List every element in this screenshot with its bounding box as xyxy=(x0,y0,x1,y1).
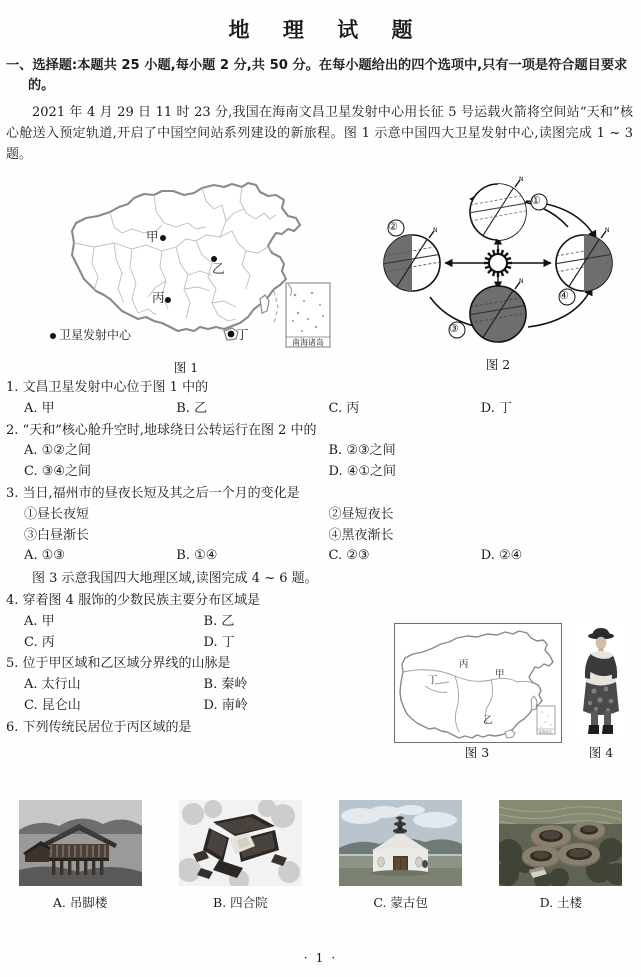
courtyard-house-photo xyxy=(179,800,302,886)
question-5-option-b[interactable]: B. 秦岭 xyxy=(203,677,248,693)
section-instructions-line2: 的。 xyxy=(28,78,55,94)
figure4-caption: 图 4 xyxy=(588,745,614,760)
question-3-statements-row2 xyxy=(6,526,633,547)
question-3-option-a[interactable]: A. ①③ xyxy=(24,548,65,564)
figure-row-1 xyxy=(0,169,641,377)
figure2-earth-revolution xyxy=(378,175,618,355)
figure1-label-bing: 丙 xyxy=(152,290,165,306)
question-5-options-row2 xyxy=(6,696,406,717)
figure3-label-yi: 乙 xyxy=(483,715,493,726)
question-2-option-a[interactable]: A. ①②之间 xyxy=(24,443,91,459)
question-6-number: 6. xyxy=(6,719,19,735)
question-2-options-row2 xyxy=(6,462,633,483)
question-2-text: “天和”核心舱升空时,地球绕日公转运行在图 2 中的 xyxy=(22,422,317,438)
svg-text:N: N xyxy=(605,227,610,235)
lead-paragraph-2: 图 3 示意我国四大地理区域,读图完成 4 ~ 6 题。 xyxy=(32,571,318,587)
figure3-label-ding: 丁 xyxy=(428,675,438,686)
question-4-option-c[interactable]: C. 丙 xyxy=(24,634,55,650)
figure1-label-yi: 乙 xyxy=(212,261,225,277)
marker-dot-bing xyxy=(165,297,171,303)
question-3-stem xyxy=(6,484,633,505)
question-4-options-row1 xyxy=(6,612,406,633)
figure1-label-ding: 丁 xyxy=(236,327,249,343)
question-3-statement-3: ③白昼渐长 xyxy=(24,527,90,543)
photo-option-d-caption: D. 土楼 xyxy=(539,895,583,910)
question-2-option-c[interactable]: C. ③④之间 xyxy=(24,464,92,480)
question-1-options xyxy=(6,399,633,420)
earth-position-1 xyxy=(468,176,528,240)
earth-position-2 xyxy=(382,227,442,291)
page-title: 地 理 试 题 xyxy=(228,18,426,42)
question-5-number: 5. xyxy=(6,656,19,672)
question-1-option-b[interactable]: B. 乙 xyxy=(176,400,208,416)
question-3-statements-row1 xyxy=(6,505,633,526)
question-2-option-b[interactable]: B. ②③之间 xyxy=(328,443,396,459)
question-5-stem xyxy=(6,654,406,675)
photo-option-a-caption: A. 吊脚楼 xyxy=(52,895,108,910)
svg-text:N: N xyxy=(519,278,524,286)
question-6-text: 下列传统民居位于丙区域的是 xyxy=(22,719,192,735)
question-3-statement-1: ①昼长夜短 xyxy=(24,506,90,522)
question-3-option-d[interactable]: D. ②④ xyxy=(480,548,523,564)
question-6 xyxy=(6,718,426,739)
question-4-option-a[interactable]: A. 甲 xyxy=(24,613,55,629)
question-2-option-d[interactable]: D. ④①之间 xyxy=(328,464,397,480)
figure2-pos-1: ① xyxy=(531,194,541,208)
figure2-pos-3: ③ xyxy=(449,322,459,336)
question-4 xyxy=(6,591,406,653)
figure4-ethnic-costume-photo xyxy=(572,623,630,741)
question-3-statement-4: ④黑夜渐长 xyxy=(328,527,394,543)
figure3-four-regions-map xyxy=(394,623,562,743)
question-3-option-c[interactable]: C. ②③ xyxy=(328,548,370,564)
figure2-caption: 图 2 xyxy=(485,357,511,373)
question-5-option-a[interactable]: A. 太行山 xyxy=(24,677,81,693)
question-5-option-d[interactable]: D. 南岭 xyxy=(203,698,248,713)
photo-option-c-caption: C. 蒙古包 xyxy=(373,895,428,910)
figure1-china-launch-map xyxy=(36,171,336,361)
marker-dot-jia xyxy=(160,235,166,241)
question-1-stem xyxy=(6,378,633,399)
question-4-option-d[interactable]: D. 丁 xyxy=(203,634,235,650)
question-2-stem xyxy=(6,421,633,442)
earth-position-4 xyxy=(554,227,614,291)
question-1-option-d[interactable]: D. 丁 xyxy=(480,400,512,416)
question-1 xyxy=(6,378,633,420)
question-5-option-c[interactable]: C. 昆仑山 xyxy=(24,698,81,713)
question-5-options-row1 xyxy=(6,675,406,696)
figure1-caption: 图 1 xyxy=(173,360,199,376)
question-3-number: 3. xyxy=(6,486,19,502)
question-4-option-b[interactable]: B. 乙 xyxy=(203,613,235,629)
tulou-photo xyxy=(499,800,622,886)
question-3-text: 当日,福州市的昼夜长短及其之后一个月的变化是 xyxy=(22,486,300,502)
question-2-options-row1 xyxy=(6,441,633,462)
question-2 xyxy=(6,421,633,483)
legend-dot-icon xyxy=(50,333,56,339)
section-instructions-line1: 一、选择题:本题共 25 小题,每小题 2 分,共 50 分。在每小题给出的四个选项中,只有一项是符合题目要求 xyxy=(6,58,628,73)
page-number: · 1 · xyxy=(303,950,338,965)
svg-text:南海诸岛: 南海诸岛 xyxy=(538,730,553,734)
photo-option-d[interactable] xyxy=(486,800,636,911)
figure1-legend xyxy=(50,326,131,343)
question-5 xyxy=(6,654,406,716)
stilt-house-photo xyxy=(19,800,142,886)
figure1-label-jia: 甲 xyxy=(146,229,159,245)
figure3-caption: 图 3 xyxy=(464,745,490,760)
photo-option-b-caption: B. 四合院 xyxy=(213,895,268,910)
question-1-option-c[interactable]: C. 丙 xyxy=(328,400,360,416)
photo-option-b[interactable] xyxy=(165,800,315,911)
figure1-inset-label: 南海诸岛 xyxy=(292,338,324,348)
question-2-number: 2. xyxy=(6,422,19,438)
question-4-options-row2 xyxy=(6,633,406,654)
question-1-option-a[interactable]: A. 甲 xyxy=(24,400,55,416)
svg-text:N: N xyxy=(519,176,524,184)
question-6-stem xyxy=(6,718,426,739)
question-1-number: 1. xyxy=(6,380,19,396)
question-4-number: 4. xyxy=(6,593,19,609)
section-instructions xyxy=(6,56,633,97)
question-3-option-b[interactable]: B. ①④ xyxy=(176,548,218,564)
question-1-text: 文昌卫星发射中心位于图 1 中的 xyxy=(22,380,209,396)
figure2-pos-4: ④ xyxy=(559,289,569,303)
question-3-options xyxy=(6,546,633,567)
yurt-photo xyxy=(339,800,462,886)
photo-option-a[interactable] xyxy=(5,800,155,911)
figure3-label-bing: 丙 xyxy=(459,659,469,670)
earth-position-3 xyxy=(468,278,528,342)
question-3-statement-2: ②昼短夜长 xyxy=(328,506,394,522)
sun-icon xyxy=(484,249,512,277)
photo-option-c[interactable] xyxy=(326,800,476,911)
question-6-photo-options xyxy=(0,800,641,915)
figure1-legend-label: 卫星发射中心 xyxy=(59,328,132,343)
question-4-stem xyxy=(6,591,406,612)
marker-dot-ding xyxy=(228,331,235,338)
figure-row-2 xyxy=(394,623,635,775)
figure2-pos-2: ② xyxy=(388,220,398,234)
intro-paragraph: 2021 年 4 月 29 日 11 时 23 分,我国在海南文昌卫星发射中心用长征 5 号运载火箭将空间站“天和”核心舱送入预定轨道,开启了中国空间站系列建设的新旅程。图 1 示意中国四大卫星发射中心,读图完成 1 ~ 3 题。 xyxy=(6,104,633,162)
figure3-label-jia: 甲 xyxy=(495,669,505,680)
question-4-text: 穿着图 4 服饰的少数民族主要分布区域是 xyxy=(22,593,261,609)
question-5-text: 位于甲区域和乙区域分界线的山脉是 xyxy=(22,656,231,672)
svg-text:N: N xyxy=(433,227,438,235)
question-3 xyxy=(6,484,633,567)
